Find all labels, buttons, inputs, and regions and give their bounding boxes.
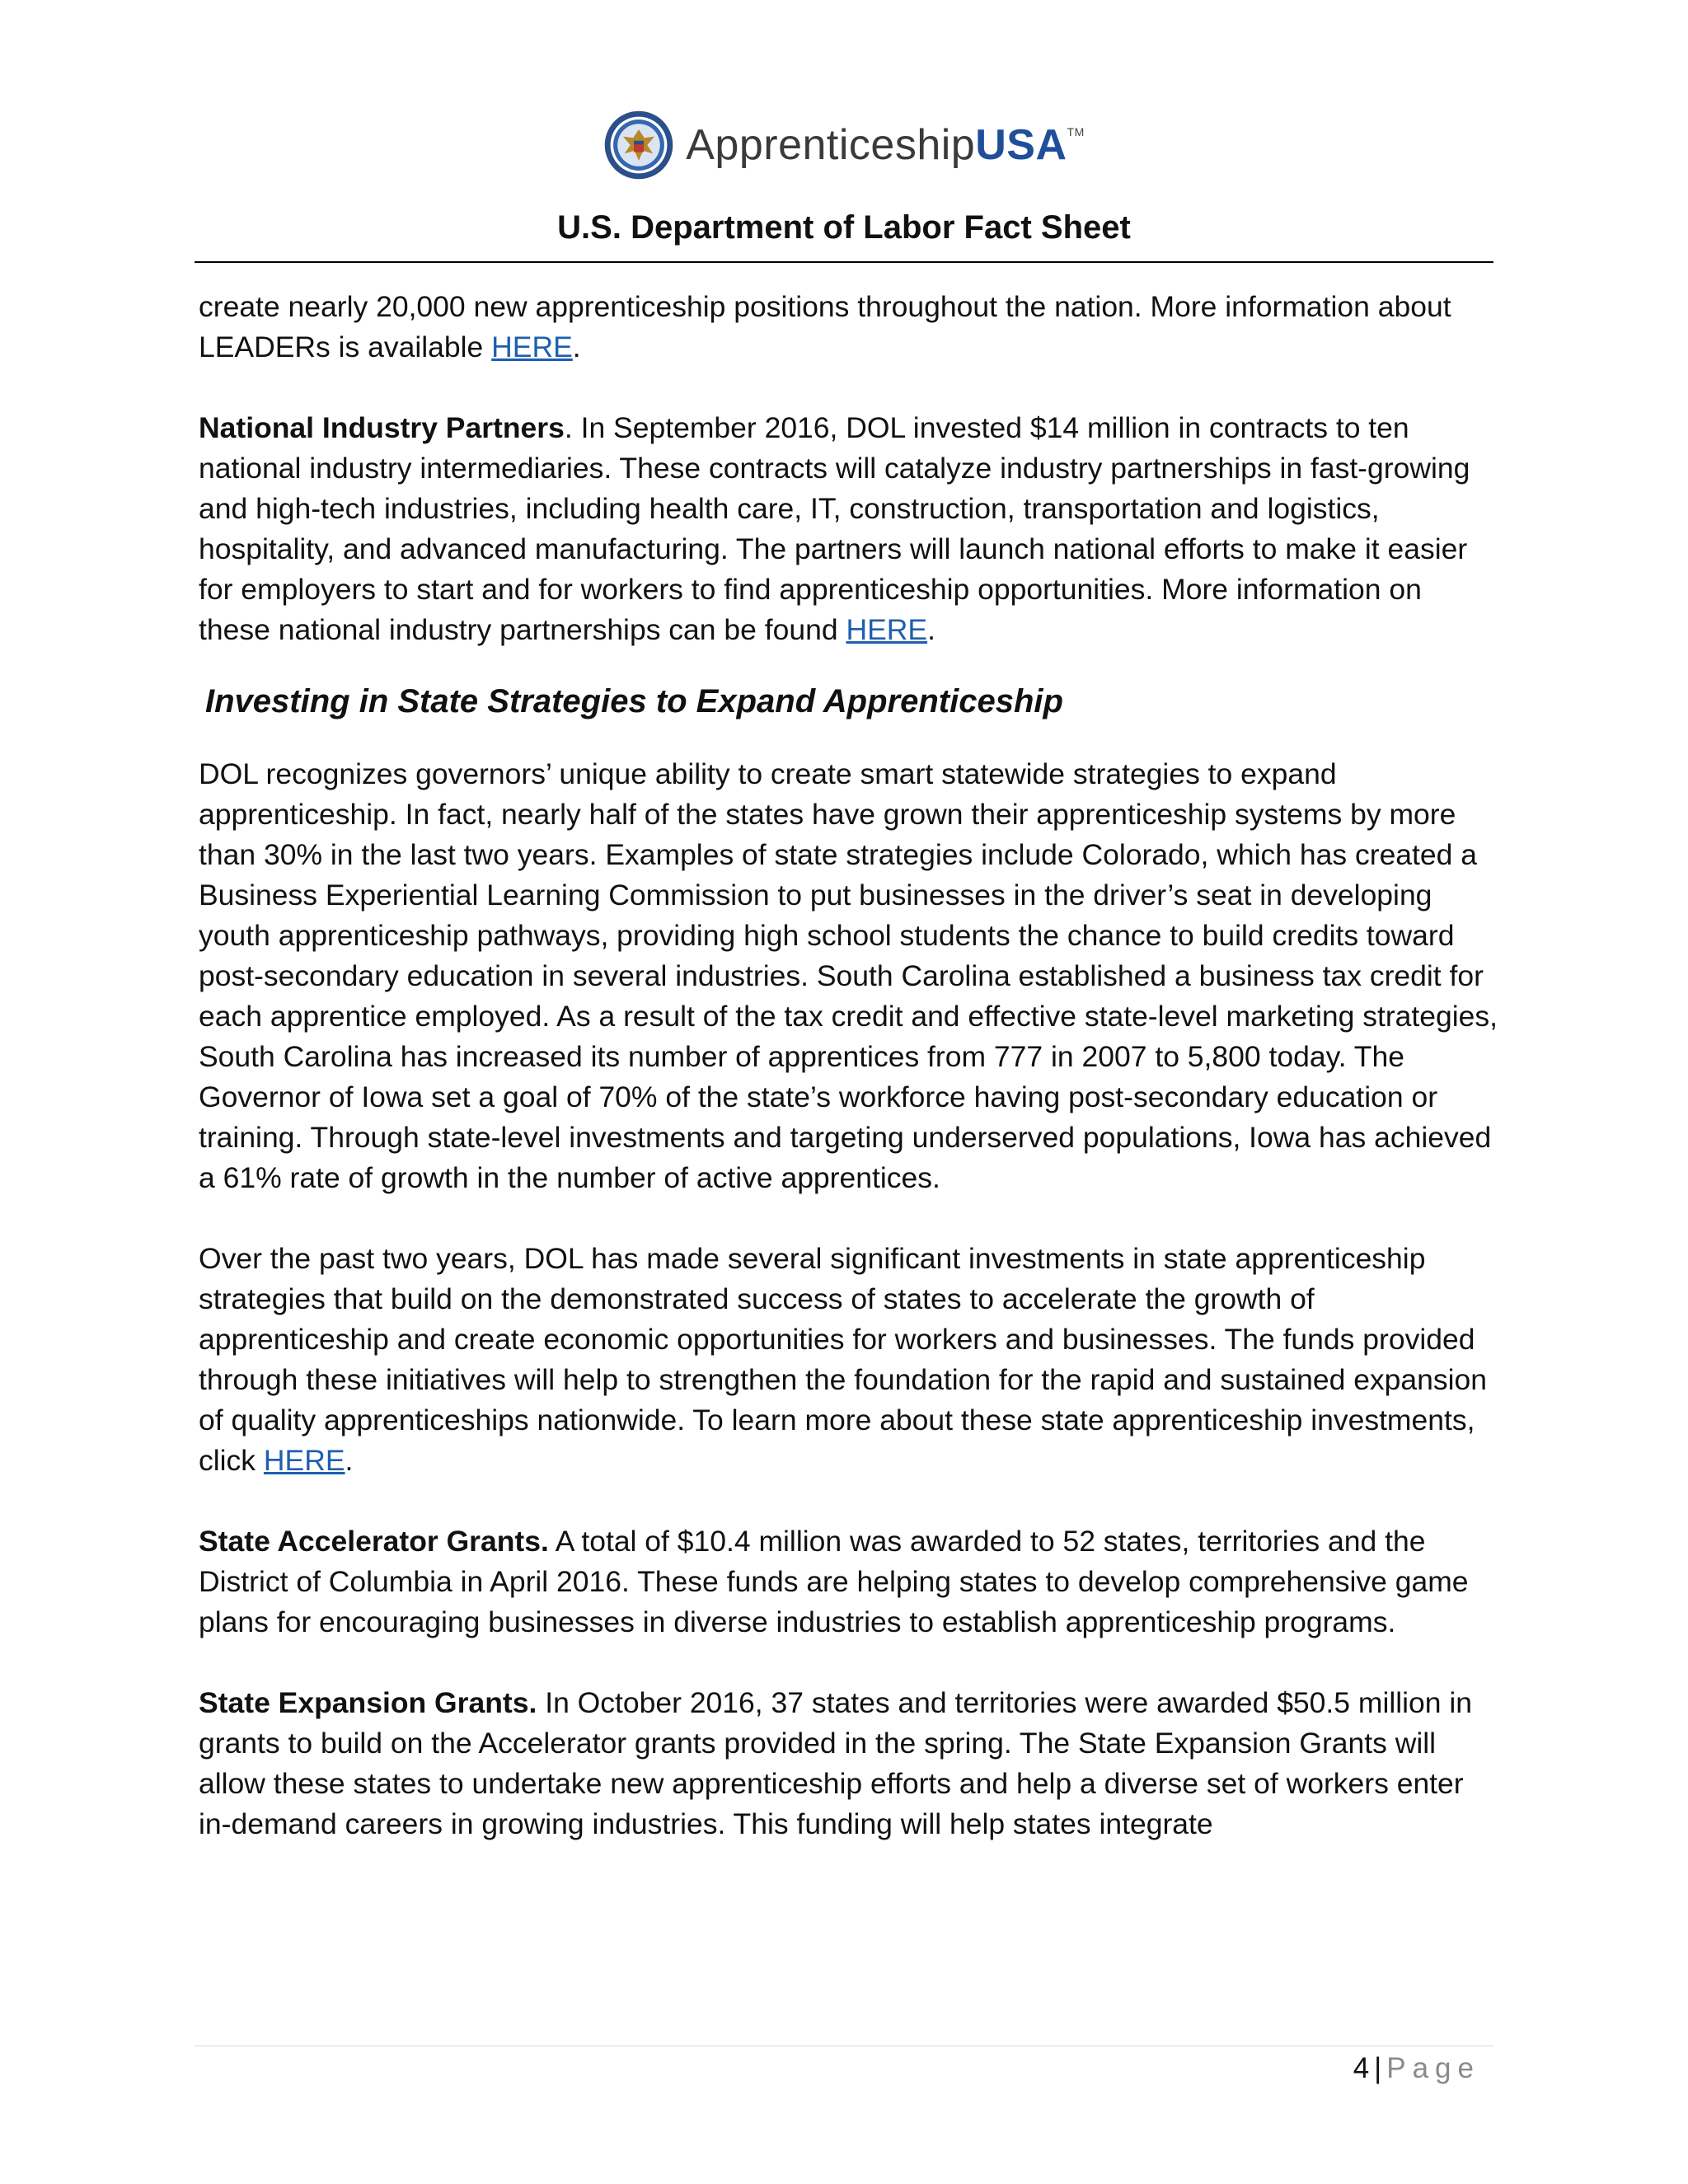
paragraph-text: create nearly 20,000 new apprenticeship positions throughout the nation. More information about LEADERs is available [199,290,1451,363]
logo-text [686,120,1085,170]
here-link-state-investments[interactable]: HERE [263,1444,345,1477]
paragraph-end: . [927,613,935,646]
paragraph-lead: State Expansion Grants. [199,1686,537,1719]
paragraph-national-industry-partners [199,408,1501,650]
section-heading: Investing in State Strategies to Expand Apprenticeship [205,683,1063,719]
paragraph-leaders [199,287,1501,368]
paragraph-accelerator-grants [199,1521,1501,1643]
logo-text-accent: USA [975,121,1067,169]
logo [195,105,1493,185]
here-link-partnerships[interactable]: HERE [846,613,928,646]
paragraph-lead: National Industry Partners [199,411,565,444]
paragraph-state-investments [199,1239,1501,1481]
page-header [195,105,1493,263]
paragraph-state-strategies: DOL recognizes governors’ unique ability to create smart statewide strategies to expand apprenticeship. In fact, nearly half of the states have grown their apprenticeship systems by more than 30% in the last two years. Examples of state strategies include Colorado, which has created a Business Experiential Learning Commission to put businesses in the driver’s seat in developing youth apprenticeship pathways, providing high school students the chance to build credits toward post-secondary education in several industries. South Carolina established a business tax credit for each apprentice employed. As a result of the tax credit and effective state-level marketing strategies, South Carolina has increased its number of apprentices from 777 in 2007 to 5,800 today. The Governor of Iowa set a goal of 70% of the state’s workforce having post-secondary education or training. Through state-level investments and targeting underserved populations, Iowa has achieved a 61% rate of growth in the number of active apprentices. [199,757,1498,1194]
document-body [199,287,1501,1844]
paragraph-expansion-grants [199,1683,1501,1844]
paragraph-lead: State Accelerator Grants. [199,1525,549,1558]
here-link-leaders[interactable]: HERE [491,330,573,363]
page-number: 4 [1353,2052,1370,2084]
page-separator: | [1374,2052,1382,2084]
paragraph-text: A total of $10.4 million was awarded to 52 states, territories and the District of Columbia in April 2016. These funds are helping states to develop comprehensive game plans for encouraging businesses in diverse industries to establish apprenticeship programs. [199,1525,1469,1638]
paragraph-end: . [345,1444,354,1477]
header-divider [195,261,1493,263]
paragraph-text: . In September 2016, DOL invested $14 million in contracts to ten national industry intermediaries. These contracts will catalyze industry partnerships in fast-growing and high-tech industries, including health care, IT, construction, transportation and logistics, hospitality, and advanced manufacturing. The partners will launch national efforts to make it easier for employers to start and for workers to find apprenticeship opportunities. More information on these national industry partnerships can be found [199,411,1470,646]
paragraph-end: . [572,330,581,363]
dol-seal-icon [603,110,674,180]
page-title: U.S. Department of Labor Fact Sheet [557,209,1131,246]
page-footer [1353,2049,1480,2088]
logo-text-main: Apprenticeship [686,121,976,169]
trademark-mark: TM [1067,125,1085,138]
paragraph-text: In October 2016, 37 states and territories were awarded $50.5 million in grants to build on the Accelerator grants provided in the spring. The State Expansion Grants will allow these states to undertake new apprenticeship efforts and help a diverse set of workers enter in-demand careers in growing industries. This funding will help states integrate [199,1686,1472,1840]
page-word: Page [1386,2052,1480,2084]
paragraph-text: Over the past two years, DOL has made several significant investments in state apprenticeship strategies that build on the demonstrated success of states to accelerate the growth of apprenticeship and create economic opportunities for workers and businesses. The funds provided through these initiatives will help to strengthen the foundation for the rapid and sustained expansion of quality apprenticeships nationwide. To learn more about these state apprenticeship investments, click [199,1242,1488,1477]
